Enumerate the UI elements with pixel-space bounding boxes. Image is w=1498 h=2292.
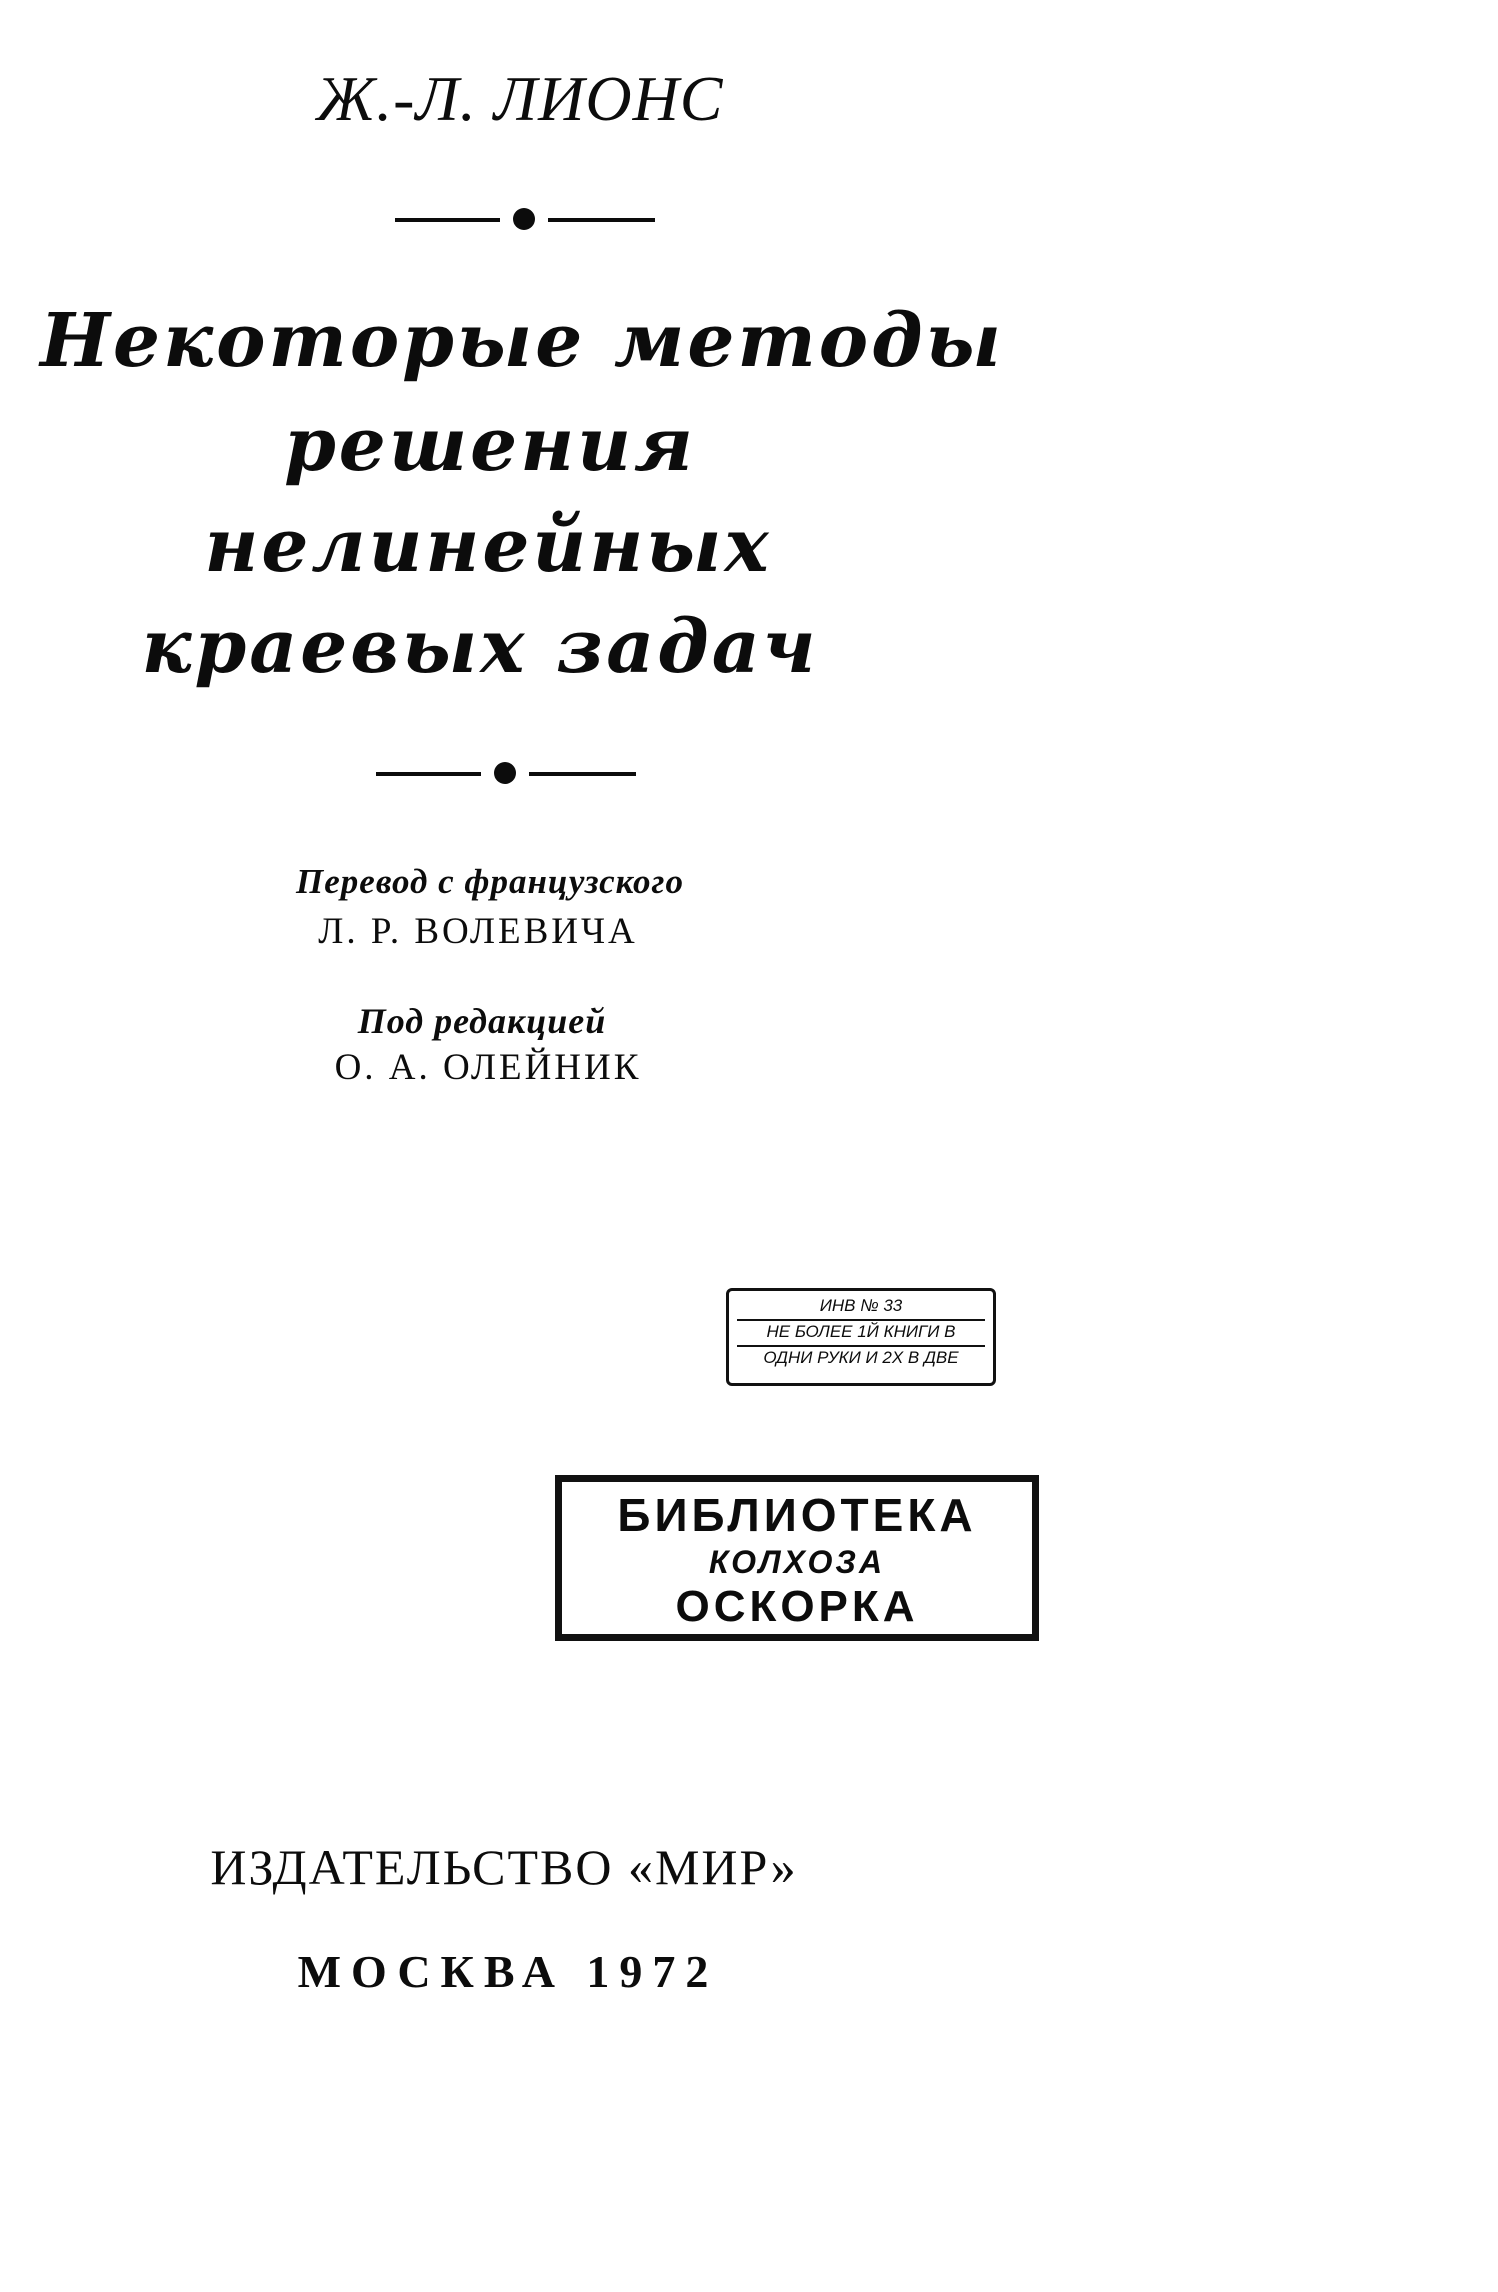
publisher-name: ИЗДАТЕЛЬСТВО «МИР» [210, 1839, 798, 1895]
book-title-line-3: нелинейных [204, 503, 772, 589]
library-stamp-line-3: ОСКОРКА [675, 1582, 919, 1631]
inventory-stamp [726, 1288, 996, 1386]
inventory-stamp-line-1: ИНВ № 33 [737, 1295, 985, 1321]
ornament-divider-bottom [376, 762, 636, 786]
city-year: МОСКВА 1972 [297, 1946, 719, 1997]
editor-name: О. А. ОЛЕЙНИК [334, 1047, 642, 1088]
ornament-divider-top [395, 208, 655, 232]
author-name: Ж.-Л. ЛИОНС [316, 63, 724, 134]
library-stamp-line-2: КОЛХОЗА [708, 1544, 886, 1580]
book-title-line-4: краевых задач [141, 604, 819, 690]
translator-name: Л. Р. ВОЛЕВИЧА [318, 911, 638, 952]
library-stamp [555, 1475, 1039, 1641]
book-title-line-1: Некоторые методы [40, 298, 1004, 384]
book-title-line-2: решения [284, 402, 696, 488]
editing-label: Под редакцией [357, 1001, 607, 1041]
translation-label: Перевод с французского [296, 862, 684, 901]
library-stamp-line-1: БИБЛИОТЕКА [617, 1489, 977, 1541]
inventory-stamp-line-3: ОДНИ РУКИ И 2Х В ДВЕ [763, 1348, 959, 1367]
inventory-stamp-line-2: НЕ БОЛЕЕ 1Й КНИГИ В [737, 1321, 985, 1347]
